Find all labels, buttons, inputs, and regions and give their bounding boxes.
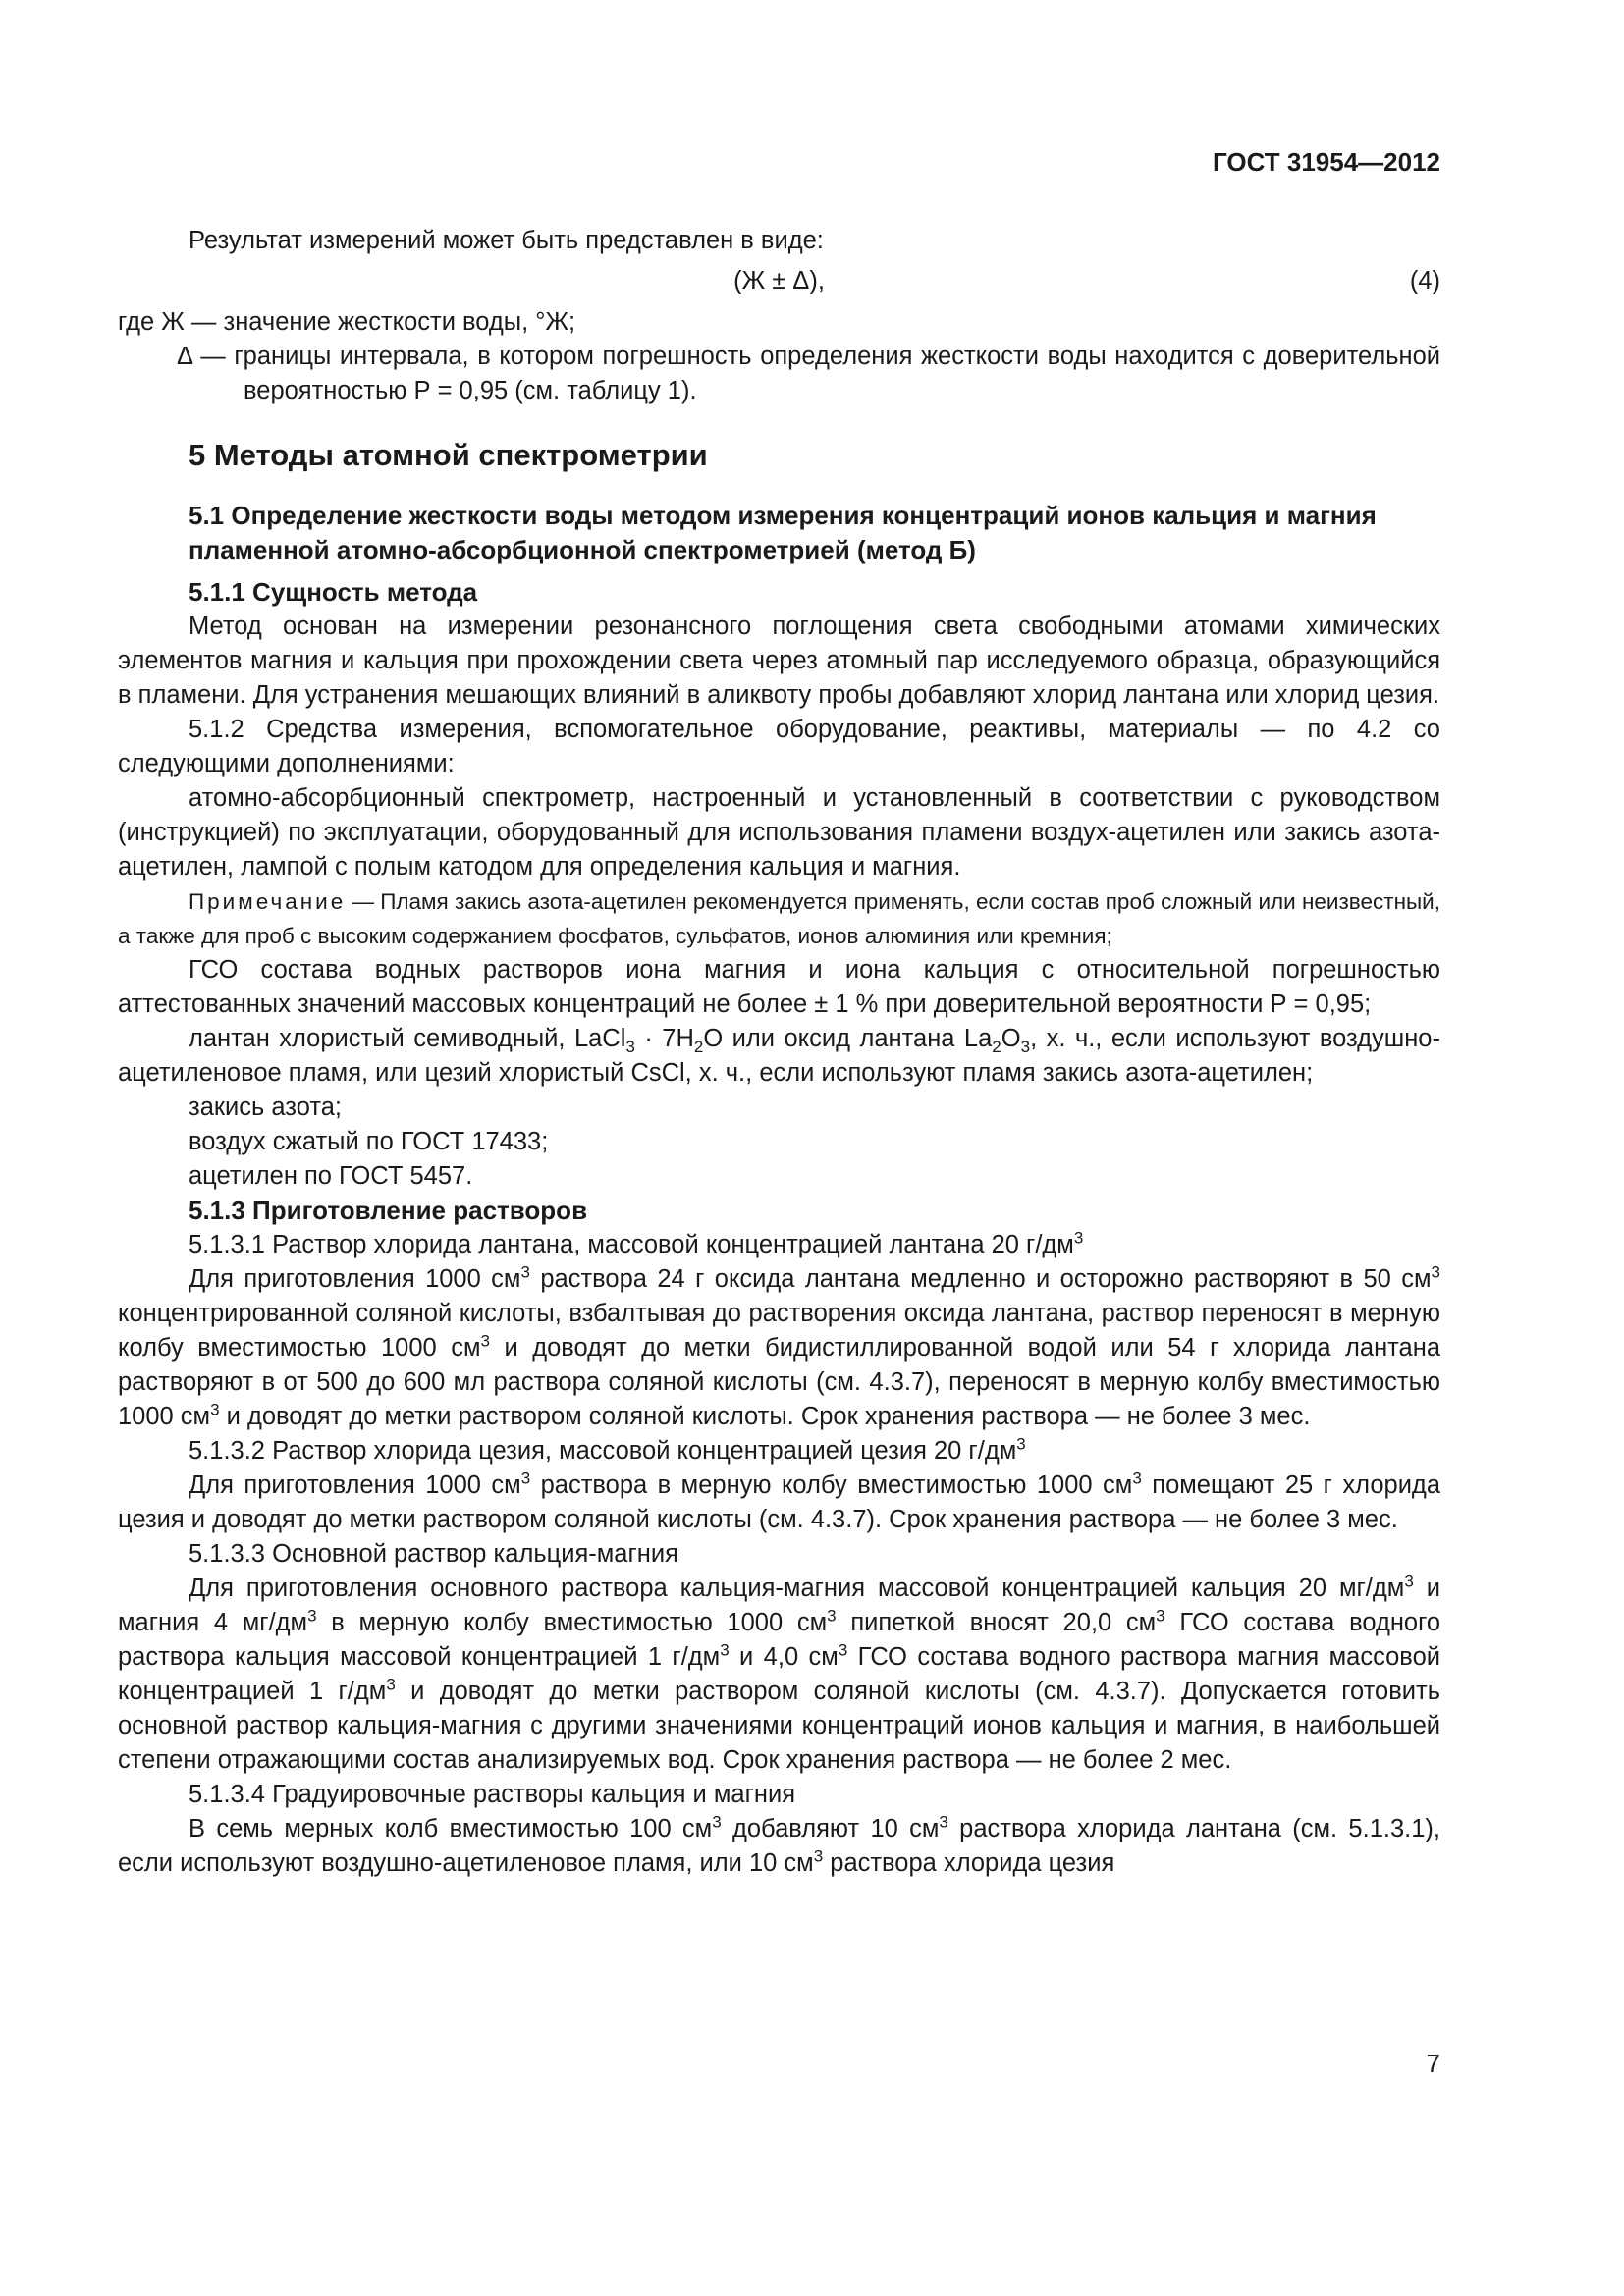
formula-number: (4) [1409, 267, 1440, 294]
superscript: 3 [712, 1812, 722, 1832]
paragraph-text: и доводят до метки раствором соляной кислоты. Срок хранения раствора — не более 3 мес. [219, 1403, 1311, 1430]
section-5-1-1-text: Метод основан на измерении резонансного поглощения света свободными атомами химических элементов магния и кальция при прохождении света через атомный пар исследуемого образца, образующийся в пламени. Для устранения мешающих влияний в аликвоту пробы добавляют хлорид лантана или хлорид цезия. [118, 613, 1440, 709]
superscript: 3 [210, 1400, 220, 1419]
standard-header: ГОСТ 31954—2012 [1213, 147, 1440, 177]
paragraph-text: В семь мерных колб вместимостью 100 см [189, 1815, 713, 1842]
section-5-1-3-3-title: 5.1.3.3 Основной раствор кальция-магния [189, 1540, 678, 1568]
where-text-2: границы интервала, в котором погрешность определения жесткости воды находится с доверительной вероятностью Р = 0,95 (см. таблицу 1). [234, 343, 1441, 404]
section-5-1-1-title: 5.1.1 Сущность метода [189, 577, 478, 607]
section-5-1-2-text: 5.1.2 Средства измерения, вспомогательное оборудование, реактивы, материалы — по 4.2 со следующими дополнениями: [118, 716, 1440, 777]
paragraph-text: Для приготовления 1000 см [189, 1265, 521, 1293]
note-text: — Пламя закись азота-ацетилен рекомендуется применять, если состав проб сложный или неизвестный, а также для проб с высоким содержанием фосфатов, сульфатов, ионов алюминия или кремния; [118, 889, 1440, 948]
section-5-1-3-3-text [118, 1572, 1440, 1778]
superscript: 3 [1431, 1262, 1440, 1282]
superscript: 3 [1016, 1434, 1026, 1454]
where-text-1: значение жесткости воды, °Ж; [223, 308, 576, 336]
subscript: 2 [992, 1038, 1001, 1057]
heading-text: 5.1.3.1 Раствор хлорида лантана, массовой концентрацией лантана 20 г/дм [189, 1231, 1074, 1258]
paragraph-text: концентрированной соляной кислоты, взбалтывая до растворения оксида лантана, раствор переносят в мерную колбу вместимостью 1000 см [118, 1300, 1440, 1362]
superscript: 3 [386, 1675, 396, 1694]
superscript: 3 [827, 1606, 837, 1626]
paragraph-text: добавляют 10 см [721, 1815, 940, 1842]
paragraph-text: пипеткой вносят 20,0 см [836, 1609, 1157, 1636]
section-5-1-title: 5.1 Определение жесткости воды методом измерения концентраций ионов кальция и магния пламенной атомно-абсорбционной спектрометрией (метод Б) [189, 501, 1377, 564]
paragraph-text: и доводят до метки бидистиллированной водой или 54 г хлорида лантана растворяют в от 500 до 600 мл раствора соляной кислоты (см. 4.3.7), переносят в мерную колбу вместимостью 1000 см [118, 1334, 1441, 1430]
where-definition-2 [118, 340, 1440, 408]
superscript: 3 [1073, 1228, 1084, 1248]
equipment-aas: атомно-абсорбционный спектрометр, настроенный и установленный в соответствии с руководством (инструкцией) по эксплуатации, оборудованный для использования пламени воздух-ацетилен или закись азота-ацетилен, лампой с полым катодом для определения кальция и магния. [118, 784, 1440, 881]
paragraph-text: и доводят до метки раствором соляной кислоты (см. 4.3.7). Допускается готовить основной раствор кальция-магния с другими значениями концентраций ионов кальция и магния, в наибольшей степени отражающими состав анализируемых вод. Срок хранения раствора — не более 2 мес. [118, 1678, 1440, 1774]
subscript: 3 [625, 1038, 635, 1057]
superscript: 3 [1404, 1572, 1414, 1591]
where-symbol-2: Δ — [177, 343, 226, 370]
reagent-lanthanum-text: лантан хлористый семиводный, LaCl [189, 1025, 626, 1052]
heading-text: 5.1.3.2 Раствор хлорида цезия, массовой концентрацией цезия 20 г/дм [189, 1437, 1017, 1465]
section-5-1-3-2-text [118, 1468, 1440, 1537]
superscript: 3 [520, 1262, 530, 1282]
section-5-title: 5 Методы атомной спектрометрии [189, 438, 708, 472]
paragraph-text: и 4,0 см [729, 1643, 839, 1671]
page-number: 7 [1426, 2049, 1440, 2078]
superscript: 3 [307, 1606, 317, 1626]
paragraph-text: в мерную колбу вместимостью 1000 см [316, 1609, 828, 1636]
result-line: Результат измерений может быть представлен в виде: [189, 227, 824, 254]
reagent-lanthanum-text: · 7H [634, 1025, 694, 1052]
where-symbol-1: где Ж — [118, 308, 217, 336]
reagent-lanthanum [118, 1022, 1440, 1091]
superscript: 3 [813, 1846, 824, 1866]
subscript: 3 [1020, 1038, 1031, 1057]
paragraph-text: Для приготовления 1000 см [189, 1471, 521, 1499]
formula-4 [118, 258, 1440, 305]
note [118, 884, 1440, 953]
section-5-1-3-4-title: 5.1.3.4 Градуировочные растворы кальция и магния [189, 1781, 796, 1808]
reagent-acetylene: ацетилен по ГОСТ 5457. [189, 1162, 473, 1190]
paragraph-text: раствора хлорида лантана (см. 5.1.3.1), если используют воздушно-ацетиленовое пламя, или 10 см [118, 1815, 1440, 1877]
paragraph-text: ГСО состава водного раствора магния массовой концентрацией 1 г/дм [118, 1643, 1440, 1705]
superscript: 3 [520, 1468, 531, 1488]
superscript: 3 [939, 1812, 948, 1832]
reagent-lanthanum-text: O [1001, 1025, 1021, 1052]
equipment-gso: ГСО состава водных растворов иона магния и иона кальция с относительной погрешностью аттестованных значений массовых концентраций не более ± 1 % при доверительной вероятности Р = 0,95; [118, 956, 1440, 1018]
note-label: Примечание [189, 889, 347, 914]
superscript: 3 [1156, 1606, 1165, 1626]
subscript: 2 [693, 1038, 704, 1057]
reagent-lanthanum-text: O или оксид лантана La [703, 1025, 993, 1052]
reagent-air: воздух сжатый по ГОСТ 17433; [189, 1128, 549, 1155]
paragraph-text: и магния 4 мг/дм [118, 1575, 1440, 1636]
paragraph-text: раствора 24 г оксида лантана медленно и осторожно растворяют в 50 см [529, 1265, 1432, 1293]
section-5-1-3-2-title [118, 1434, 1440, 1468]
paragraph-text: помещают 25 г хлорида цезия и доводят до метки раствором соляной кислоты (см. 4.3.7). Срок хранения раствора — не более 3 мес. [118, 1471, 1440, 1533]
section-5-1-3-1-text [118, 1262, 1440, 1434]
paragraph-text: раствора в мерную колбу вместимостью 1000 см [530, 1471, 1133, 1499]
paragraph-text: раствора хлорида цезия [823, 1849, 1115, 1877]
paragraph-text: Для приготовления основного раствора кальция-магния массовой концентрацией кальция 20 мг/дм [189, 1575, 1405, 1602]
section-5-1-3-title: 5.1.3 Приготовление растворов [189, 1196, 588, 1225]
superscript: 3 [480, 1331, 490, 1351]
reagent-n2o: закись азота; [189, 1094, 342, 1121]
formula-expression: (Ж ± Δ), [733, 267, 825, 294]
superscript: 3 [720, 1640, 730, 1660]
section-5-1-3-1-title [118, 1228, 1440, 1262]
superscript: 3 [1132, 1468, 1142, 1488]
paragraph-text: ГСО состава водного раствора кальция массовой концентрацией 1 г/дм [118, 1609, 1441, 1671]
page-content [118, 224, 1440, 1881]
where-definition-1 [118, 305, 1440, 340]
section-5-1-3-4-text [118, 1812, 1440, 1881]
reagent-lanthanum-text: , х. ч., если используют воздушно-ацетиленовое пламя, или цезий хлористый CsCl, х. ч., если используют пламя закись азота-ацетилен; [118, 1025, 1440, 1087]
superscript: 3 [838, 1640, 848, 1660]
